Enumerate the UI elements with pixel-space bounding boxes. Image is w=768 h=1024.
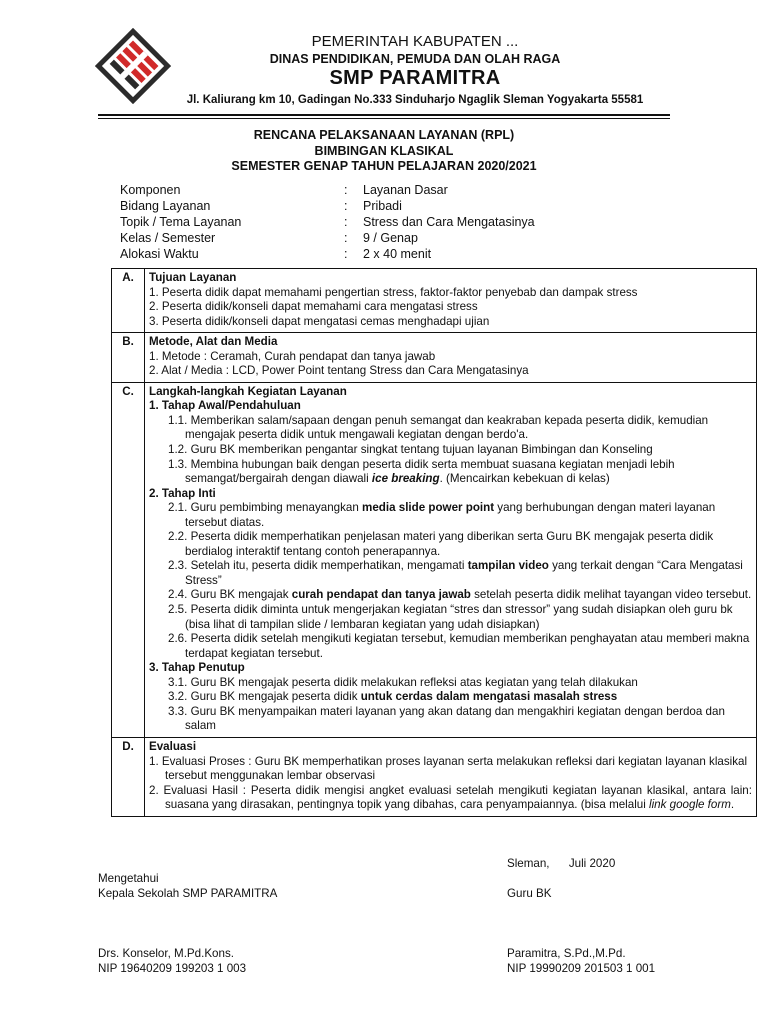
doc-title-line3: SEMESTER GENAP TAHUN PELAJARAN 2020/2021 — [231, 159, 537, 173]
list-item — [149, 443, 752, 458]
item-text: Peserta didik memperhatikan penjelasan materi yang diberikan serta Guru BK mengajak peserta didik berdialog interaktif tentang contoh penerapannya. — [185, 530, 714, 558]
item-number: 1.2. — [168, 443, 188, 457]
signature-left-label2: Kepala Sekolah SMP PARAMITRA — [98, 887, 278, 900]
list-item — [149, 705, 752, 734]
item-number: 2.4. — [168, 588, 188, 602]
item-text: Peserta didik setelah mengikuti kegiatan tersebut, kemudian memberikan penghayatan atau memberi makna terdapat kegiatan tersebut. — [185, 632, 750, 660]
letterhead-school-name: SMP PARAMITRA — [329, 67, 501, 89]
item-emphasis: ice breaking — [371, 472, 440, 486]
item-number: 1.1. — [168, 413, 188, 427]
list-item: 2. Alat / Media : LCD, Power Point tentang Stress dan Cara Mengatasinya — [149, 364, 529, 378]
list-item — [149, 559, 752, 588]
item-number: 2. — [149, 783, 159, 797]
doc-title-line1: RENCANA PELAKSANAAN LAYANAN (RPL) — [253, 128, 515, 142]
list-item — [149, 784, 752, 813]
stage-title: 2. Tahap Inti — [149, 486, 216, 500]
list-item — [149, 501, 752, 530]
item-text: setelah peserta didik melihat tayangan video tersebut. — [470, 588, 752, 602]
item-number: 2.2. — [168, 530, 188, 544]
list-item — [149, 632, 752, 661]
info-sep: : — [344, 231, 348, 245]
section-heading: Evaluasi — [149, 739, 197, 753]
rpl-table — [111, 268, 757, 817]
info-sep: : — [344, 199, 348, 213]
section-heading: Metode, Alat dan Media — [149, 335, 278, 349]
item-text: Evaluasi Proses : Guru BK memperhatikan proses layanan serta melakukan refleksi dari kegiatan layanan klasikal tersebut menggunakan lembar observasi — [161, 754, 748, 783]
item-emphasis: tampilan video — [467, 559, 549, 573]
item-emphasis: media slide power point — [362, 501, 495, 515]
section-label: B. — [112, 333, 145, 383]
list-item — [149, 690, 752, 705]
list-item — [149, 676, 752, 691]
list-item: 1. Peserta didik dapat memahami pengertian stress, faktor-faktor penyebab dan dampak stress — [149, 285, 638, 299]
section-d-row — [112, 737, 757, 816]
signature-right-label: Guru BK — [507, 887, 552, 900]
list-item: 3. Peserta didik/konseli dapat mengatasi cemas menghadapi ujian — [149, 314, 490, 328]
info-key: Kelas / Semester — [120, 231, 216, 245]
section-c-content — [145, 382, 757, 737]
info-key: Topik / Tema Layanan — [120, 215, 242, 229]
item-text: Guru BK menyampaikan materi layanan yang akan datang dan mengakhiri kegiatan dengan berdoa dan salam — [185, 704, 725, 733]
item-text: Setelah itu, peserta didik memperhatikan, mengamati — [190, 559, 468, 573]
item-text: yang terkait dengan “Cara Mengatasi Stress” — [185, 559, 743, 587]
letterhead-address: Jl. Kaliurang km 10, Gadingan No.333 Sinduharjo Ngaglik Sleman Yogyakarta 55581 — [186, 94, 644, 106]
doc-title-line2: BIMBINGAN KLASIKAL — [314, 144, 454, 158]
list-item — [149, 530, 752, 559]
section-a-row — [112, 269, 757, 333]
item-emphasis: untuk cerdas dalam mengatasi masalah stress — [360, 690, 618, 704]
info-key: Bidang Layanan — [120, 199, 211, 213]
item-text: Evaluasi Hasil : Peserta didik mengisi angket evaluasi setelah mengikuti kegiatan layanan klasikal, antara lain: suasana yang dirasakan, pentingnya topik yang dibahas, cara penyampaiannya. (bisa melalui — [163, 783, 752, 812]
info-sep: : — [344, 215, 348, 229]
item-number: 3.1. — [168, 675, 188, 689]
section-b-row — [112, 333, 757, 383]
item-number: 3.3. — [168, 704, 188, 718]
list-item: 2. Peserta didik/konseli dapat memahami cara mengatasi stress — [149, 300, 478, 314]
section-label: A. — [112, 269, 145, 333]
item-text: Guru BK memberikan pengantar singkat tentang tujuan layanan Bimbingan dan Konseling — [190, 443, 653, 457]
info-key: Komponen — [120, 183, 181, 197]
item-text: Membina hubungan baik dengan peserta didik serta membuat suasana kegiatan menjadi lebih semangat/bergairah dengan diawali — [185, 457, 675, 486]
section-b-content — [145, 333, 757, 383]
letterhead-rule-thick — [98, 114, 670, 116]
list-item — [149, 755, 752, 784]
item-number: 2.1. — [168, 501, 188, 515]
stage-title: 1. Tahap Awal/Pendahuluan — [149, 399, 301, 413]
item-emphasis: link google form — [649, 798, 731, 812]
signature-left-label1: Mengetahui — [98, 872, 159, 885]
info-sep: : — [344, 247, 348, 261]
section-label: C. — [112, 382, 145, 737]
list-item — [149, 458, 752, 487]
signature-left-nip: NIP 19640209 199203 1 003 — [98, 962, 247, 975]
item-text: yang berhubungan dengan materi layanan tersebut diatas. — [185, 501, 716, 529]
letterhead-rule-thin — [98, 118, 670, 119]
info-value: 9 / Genap — [363, 231, 418, 245]
signature-right-name: Paramitra, S.Pd.,M.Pd. — [507, 947, 626, 960]
info-value: Pribadi — [363, 199, 402, 213]
signature-place-date: Sleman, Juli 2020 — [507, 857, 616, 870]
item-number: 2.6. — [168, 632, 188, 646]
item-number: 1. — [149, 754, 159, 768]
item-number: 1.3. — [168, 457, 188, 471]
info-value: 2 x 40 menit — [363, 247, 432, 261]
info-value: Layanan Dasar — [363, 183, 448, 197]
section-d-content — [145, 737, 757, 816]
info-value: Stress dan Cara Mengatasinya — [363, 215, 535, 229]
list-item — [149, 603, 752, 632]
section-heading: Langkah-langkah Kegiatan Layanan — [149, 384, 347, 398]
item-text: Guru BK mengajak — [190, 588, 292, 602]
section-heading: Tujuan Layanan — [149, 271, 237, 284]
list-item — [149, 414, 752, 443]
item-text: . (Mencairkan kebekuan di kelas) — [439, 472, 610, 486]
item-text: Memberikan salam/sapaan dengan penuh semangat dan keakraban kepada peserta didik, kemudian mengajak peserta didik untuk mengawali kegiatan dengan berdo'a. — [185, 413, 709, 442]
section-a-content — [145, 269, 757, 333]
signature-left-name: Drs. Konselor, M.Pd.Kons. — [98, 947, 234, 960]
letterhead-government: PEMERINTAH KABUPATEN ... — [311, 33, 519, 50]
letterhead-department: DINAS PENDIDIKAN, PEMUDA DAN OLAH RAGA — [269, 52, 561, 66]
item-text: Guru pembimbing menayangkan — [190, 501, 363, 515]
list-item — [149, 588, 752, 603]
item-text: Peserta didik diminta untuk mengerjakan kegiatan “stres dan stressor” yang sudah disiapkan oleh guru bk (bisa lihat di tampilan slide / lembaran kegiatan yang udah disiapkan) — [185, 603, 733, 631]
item-number: 3.2. — [168, 690, 188, 704]
stage-title: 3. Tahap Penutup — [149, 661, 245, 675]
item-number: 2.3. — [168, 559, 188, 573]
section-label: D. — [112, 737, 145, 816]
signature-right-nip: NIP 19990209 201503 1 001 — [507, 962, 656, 975]
item-number: 2.5. — [168, 603, 188, 617]
section-c-row — [112, 382, 757, 737]
info-key: Alokasi Waktu — [120, 247, 199, 261]
item-text: Guru BK mengajak peserta didik — [190, 690, 361, 704]
info-sep: : — [344, 183, 348, 197]
item-text: Guru BK mengajak peserta didik melakukan refleksi atas kegiatan yang telah dilakukan — [190, 675, 638, 689]
item-text: . — [730, 798, 735, 812]
list-item: 1. Metode : Ceramah, Curah pendapat dan tanya jawab — [149, 349, 436, 363]
item-emphasis: curah pendapat dan tanya jawab — [291, 588, 471, 602]
